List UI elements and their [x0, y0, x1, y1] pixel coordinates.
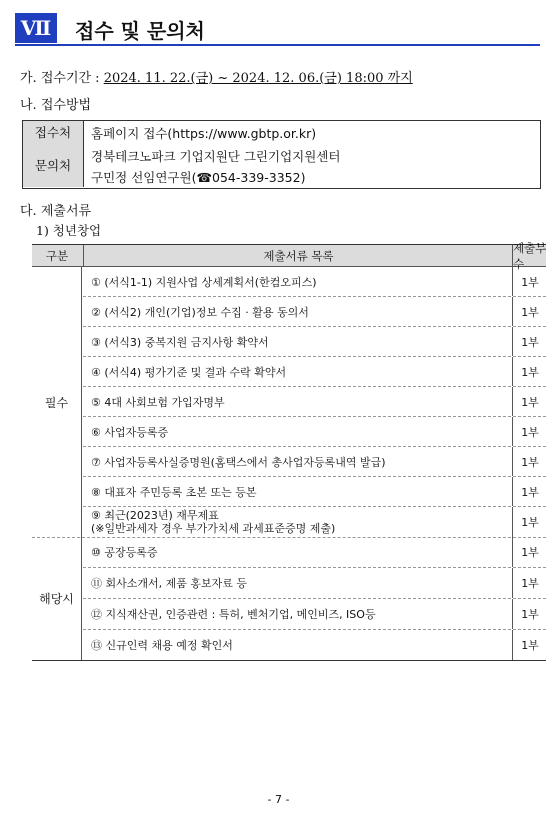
document-name: ④ (서식4) 평가기준 및 결과 수락 확약서 [91, 365, 287, 379]
inquiry-person: 구민정 선임연구원(☎054-339-3352) [91, 170, 306, 185]
document-count: 1부 [512, 357, 547, 386]
table-row [83, 417, 546, 447]
table-row [83, 387, 546, 417]
inquiry-label: 문의처 [23, 143, 84, 187]
table-row [83, 447, 546, 477]
document-count: 1부 [512, 327, 547, 356]
section-divider [15, 44, 540, 46]
reception-value: 홈페이지 접수(https://www.gbtp.or.kr) [91, 126, 317, 141]
document-name: ⑩ 공장등록증 [91, 546, 158, 559]
document-name: ② (서식2) 개인(기업)정보 수집 · 활용 동의서 [91, 305, 309, 319]
document-count: 1부 [512, 267, 547, 296]
section-number: Ⅶ [15, 13, 57, 43]
document-count: 1부 [512, 507, 547, 537]
contact-box [22, 120, 541, 189]
section-header [15, 13, 540, 47]
document-name: ⑫ 지식재산권, 인증관련 : 특허, 벤처기업, 메인비즈, ISO등 [91, 608, 376, 621]
category-required: 필수 [32, 267, 82, 537]
page-number: - 7 - [267, 793, 290, 806]
document-count: 1부 [512, 537, 547, 567]
document-name: ① (서식1-1) 지원사업 상세계획서(한컴오피스) [91, 275, 317, 289]
document-name-line1: ⑨ 최근(2023년) 재무제표 [91, 509, 219, 522]
document-name: ⑪ 회사소개서, 제품 홍보자료 등 [91, 577, 247, 590]
table-row [83, 630, 546, 660]
table-row [83, 537, 546, 568]
document-count: 1부 [512, 417, 547, 446]
category-optional: 해당시 [32, 537, 82, 660]
documents-subheading: 1) 청년창업 [36, 223, 102, 238]
table-header [32, 240, 547, 271]
document-name [91, 507, 335, 537]
table-row [83, 568, 546, 599]
header-document: 제출서류 목록 [83, 245, 513, 266]
document-count: 1부 [512, 477, 547, 506]
table-row [83, 327, 546, 357]
document-count: 1부 [512, 387, 547, 416]
reception-period [20, 67, 413, 86]
table-row [83, 357, 546, 387]
inquiry-org: 경북테크노파크 기업지원단 그린기업지원센터 [91, 149, 341, 164]
reception-period-value: 2024. 11. 22.(금) ~ 2024. 12. 06.(금) 18:00 까지 [103, 71, 413, 86]
table-row [83, 267, 546, 297]
documents-heading: 다. 제출서류 [20, 204, 92, 219]
document-count: 1부 [512, 599, 547, 629]
document-count: 1부 [512, 447, 547, 476]
document-name: ③ (서식3) 중복지원 금지사항 확약서 [91, 335, 269, 349]
document-name: ⑬ 신규인력 채용 예정 확인서 [91, 639, 233, 652]
document-name: ⑦ 사업자등록사실증명원(홈택스에서 총사업자등록내역 발급) [91, 455, 386, 469]
document-count: 1부 [512, 630, 547, 660]
document-name-line2: (※일반과세자 경우 부가가치세 과세표준증명 제출) [91, 522, 336, 535]
reception-period-label: 가. 접수기간 : [20, 71, 104, 86]
section-title: 접수 및 문의처 [75, 19, 205, 43]
header-count: 제출부수 [513, 240, 547, 271]
table-row [83, 599, 546, 630]
document-count: 1부 [512, 297, 547, 326]
reception-method-heading: 나. 접수방법 [20, 98, 92, 113]
table-bottom-border [32, 660, 546, 661]
table-row [83, 477, 546, 507]
document-count: 1부 [512, 568, 547, 598]
reception-label: 접수처 [23, 121, 84, 144]
header-category: 구분 [45, 248, 69, 263]
document-name: ⑧ 대표자 주민등록 초본 또는 등본 [91, 485, 257, 499]
table-row [83, 507, 546, 537]
document-name: ⑤ 4대 사회보험 가입자명부 [91, 395, 225, 409]
table-row [83, 297, 546, 327]
document-name: ⑥ 사업자등록증 [91, 425, 169, 439]
